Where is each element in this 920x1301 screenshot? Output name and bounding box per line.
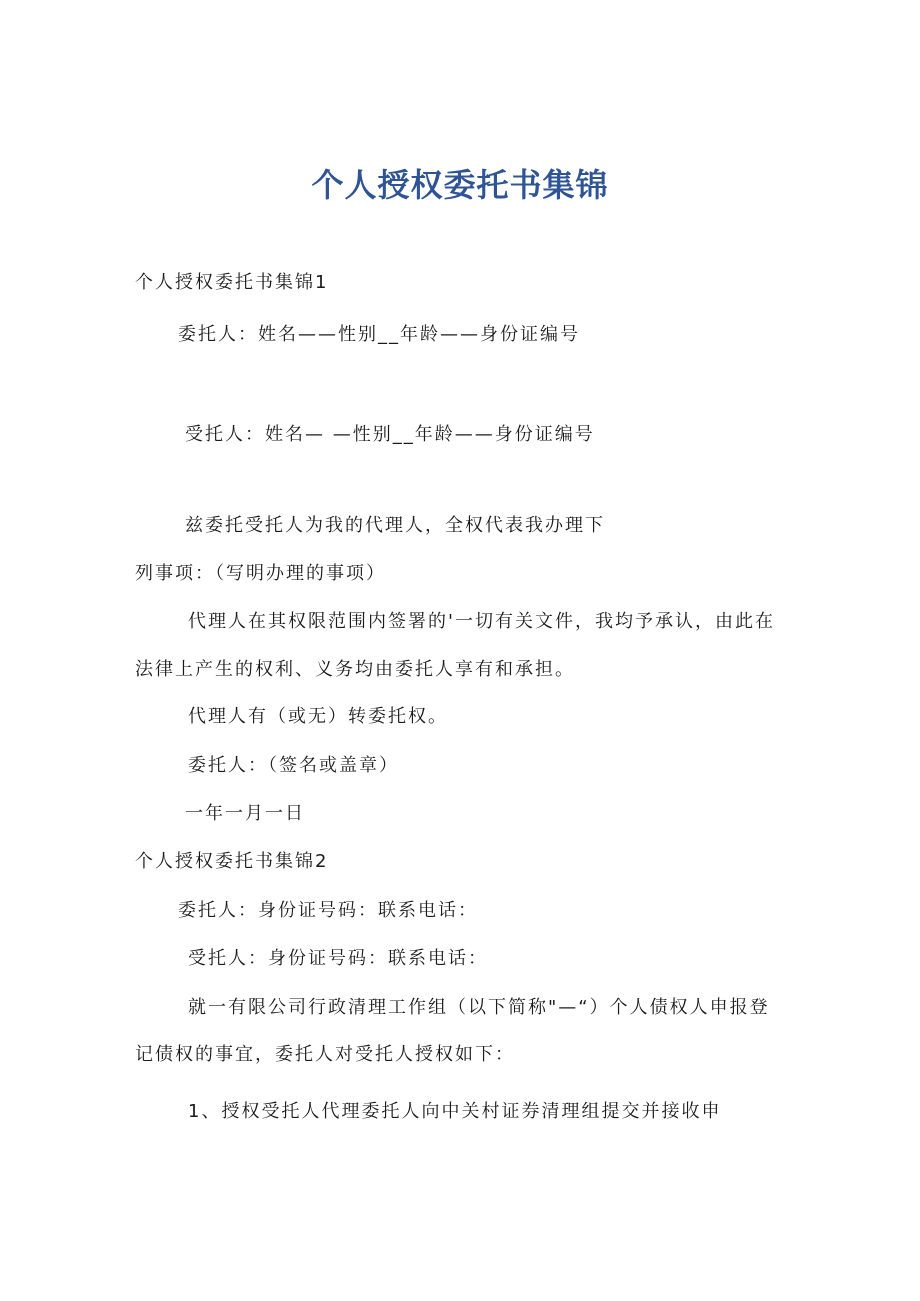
principal-info-line: 委托人：身份证号码：联系电话：: [178, 900, 478, 921]
paragraph-line: 记债权的事宜，委托人对受托人授权如下：: [135, 1044, 515, 1065]
paragraph-line: 兹委托受托人为我的代理人，全权代表我办理下: [185, 515, 605, 536]
paragraph-line: 法律上产生的权利、义务均由委托人享有和承担。: [135, 659, 575, 680]
page-title: 个人授权委托书集锦: [311, 166, 609, 204]
signature-line: 委托人：（签名或盖章）: [188, 755, 399, 776]
section-heading-1: 个人授权委托书集锦1: [135, 272, 329, 293]
list-item: 1、授权受托人代理委托人向中关村证券清理组提交并接收申: [188, 1101, 722, 1122]
paragraph-line: 就一有限公司行政清理工作组（以下简称"—“）个人债权人申报登: [188, 997, 770, 1018]
section-heading-2: 个人授权委托书集锦2: [135, 851, 329, 872]
paragraph-line: 代理人在其权限范围内签署的'一切有关文件，我均予承认，由此在: [188, 611, 775, 632]
paragraph-line: 列事项：（写明办理的事项）: [135, 563, 386, 584]
principal-info-line: 委托人：姓名——性别__年龄——身份证编号: [178, 324, 580, 345]
agent-info-line: 受托人：身份证号码：联系电话：: [188, 948, 488, 969]
agent-info-line: 受托人：姓名— —性别__年龄——身份证编号: [185, 424, 595, 445]
paragraph-line: 代理人有（或无）转委托权。: [188, 706, 448, 727]
date-line: 一年一月一日: [185, 803, 305, 824]
